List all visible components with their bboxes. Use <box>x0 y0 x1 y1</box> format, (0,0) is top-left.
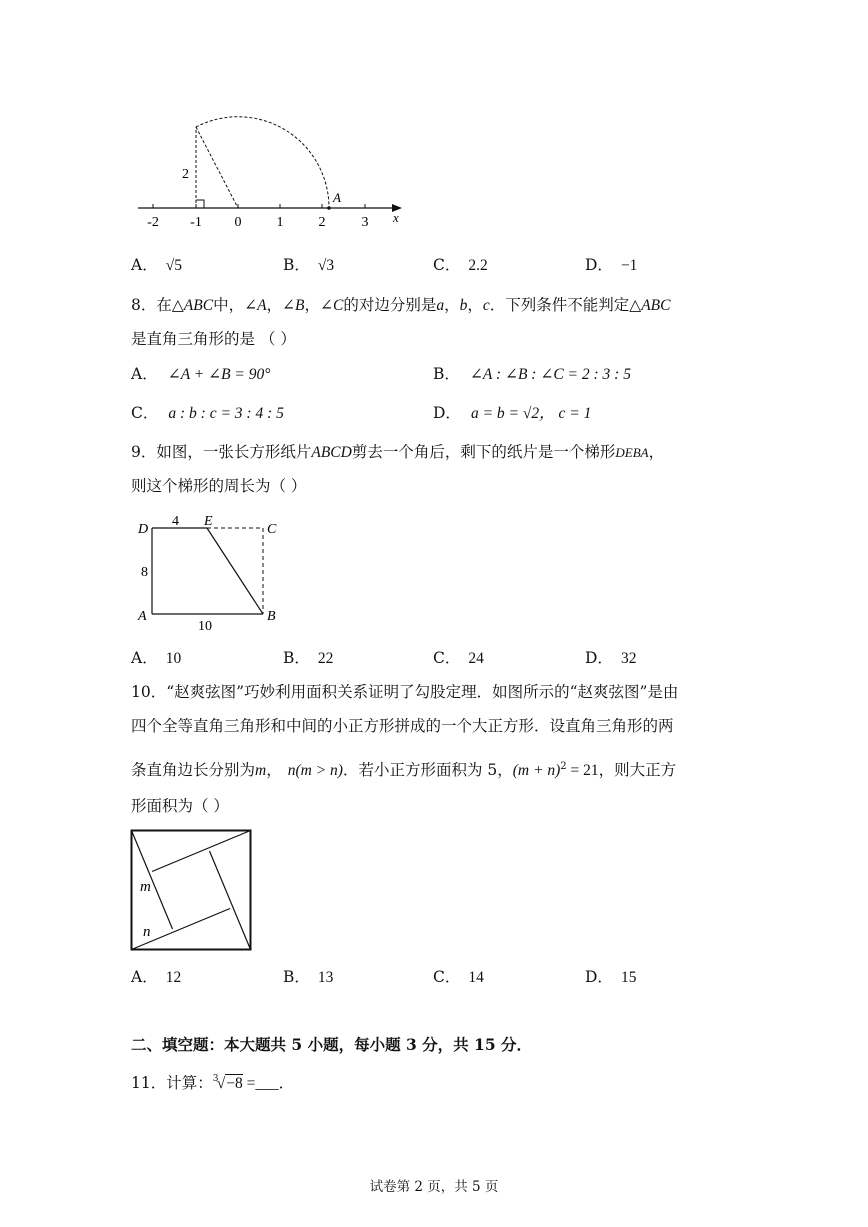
text: m <box>255 762 267 780</box>
q10-stem-line-1: 10．“赵爽弦图”巧妙利用面积关系证明了勾股定理．如图所示的“赵爽弦图”是由 <box>131 683 679 701</box>
option-text: 24 <box>468 650 484 667</box>
triangle-edge <box>132 831 173 930</box>
q8-option-a <box>131 363 270 386</box>
option-letter: C． <box>433 649 461 667</box>
text: 9．如图，一张长方形纸片 <box>131 443 312 461</box>
q10-option-a <box>131 966 181 989</box>
text: ， <box>648 443 665 461</box>
text: a <box>436 297 445 314</box>
text: B <box>295 297 305 314</box>
option-text: √3 <box>317 257 335 274</box>
text: b <box>459 297 468 314</box>
text: ABCD <box>311 444 352 461</box>
tick-label: 0 <box>234 215 242 230</box>
cube-root <box>213 1072 243 1095</box>
option-text: 22 <box>317 650 334 667</box>
page-footer: 试卷第 2 页，共 5 页 <box>369 1179 499 1195</box>
option-text: −1 <box>620 257 638 274</box>
text: ．若小正方形面积为 5， <box>342 761 513 780</box>
q10-stem-line-2: 四个全等直角三角形和中间的小正方形拼成的一个大正方形．设直角三角形的两 <box>131 717 674 735</box>
segment-eb <box>207 528 263 614</box>
number-line-figure <box>130 110 420 240</box>
text: ，则大正方 <box>598 761 677 780</box>
option-text: 15 <box>620 969 637 986</box>
option-letter: B． <box>283 649 310 667</box>
vertex-label-d: D <box>138 522 149 537</box>
length-label-de: 4 <box>172 514 179 529</box>
option-text: 13 <box>317 969 334 986</box>
answer-blank: =___． <box>242 1075 295 1092</box>
radicand: −8 <box>226 1075 243 1092</box>
option-text: a : b : c = 3 : 4 : 5 <box>168 405 284 422</box>
option-text: ∠A : ∠B : ∠C = 2 : 3 : 5 <box>469 366 631 383</box>
option-letter: C． <box>433 256 461 274</box>
tick-label: -1 <box>190 215 202 230</box>
q8-option-d <box>433 402 591 425</box>
triangle-edge <box>210 851 251 950</box>
q9-option-d <box>585 647 636 670</box>
option-text: √5 <box>165 257 182 274</box>
vertex-label-b: B <box>267 609 276 624</box>
point-label: A <box>333 190 341 205</box>
q10-stem-line-4: 形面积为（ ） <box>131 797 229 815</box>
height-label: 2 <box>182 167 189 182</box>
text: 中，∠ <box>213 296 258 314</box>
option-letter: C． <box>131 404 159 422</box>
q8-option-c <box>131 402 284 425</box>
axis-label: x <box>393 210 399 225</box>
option-letter: A． <box>131 649 158 667</box>
point-a <box>327 206 331 210</box>
text: ，∠ <box>266 296 296 314</box>
text: = 21 <box>566 762 599 780</box>
leg-label-n: n <box>143 924 151 940</box>
q9-stem-line-2: 则这个梯形的周长为（ ） <box>131 477 307 495</box>
option-letter: D． <box>433 404 461 422</box>
tick-label: 2 <box>318 215 326 230</box>
text: 条直角边长分别为 <box>131 761 256 780</box>
vertex-label-a: A <box>138 609 147 624</box>
triangle-edge <box>152 831 251 872</box>
vertex-label-e: E <box>204 514 213 529</box>
q7-option-d <box>585 254 637 277</box>
text: 8．在△ <box>131 296 184 314</box>
superscript: 2 <box>560 761 567 772</box>
q7-option-c <box>433 254 488 277</box>
option-letter: D． <box>585 968 613 986</box>
length-label-da: 8 <box>141 565 148 580</box>
q11-stem <box>131 1072 294 1095</box>
text: C <box>333 297 344 314</box>
text: n(m > n) <box>287 762 343 780</box>
section-heading: 二、填空题：本大题共 5 小题，每小题 3 分，共 15 分． <box>131 1035 533 1054</box>
text: ．下列条件不能判定△ <box>489 296 642 314</box>
q10-stem-line-3 <box>131 756 676 782</box>
option-letter: A． <box>131 365 158 383</box>
text: ABC <box>183 297 214 314</box>
q10-option-b <box>283 966 333 989</box>
option-text: ∠A + ∠B = 90° <box>167 366 271 383</box>
compass-arc <box>196 117 329 208</box>
q8-option-b <box>433 363 631 386</box>
q10-option-d <box>585 966 636 989</box>
text: (m + n) <box>512 762 561 780</box>
option-letter: B． <box>283 256 310 274</box>
trapezoid-figure <box>130 508 290 638</box>
text: ABC <box>641 297 671 314</box>
leg-label-m: m <box>140 879 151 895</box>
text: A <box>257 297 267 314</box>
q9-option-c <box>433 647 484 670</box>
option-letter: D． <box>585 649 613 667</box>
option-text: a = b = √2， c = 1 <box>470 405 592 422</box>
option-text: 14 <box>468 969 484 986</box>
root-index: 3 <box>212 1074 219 1084</box>
text: 的对边分别是 <box>343 296 437 314</box>
option-text: 32 <box>620 650 637 667</box>
option-letter: A． <box>131 968 158 986</box>
option-letter: C． <box>433 968 461 986</box>
tick-label: 1 <box>276 215 284 230</box>
text: ， <box>444 296 460 314</box>
tick-label: -2 <box>147 215 159 230</box>
text: DEBA <box>615 445 649 460</box>
zhao-shuang-figure <box>130 829 255 954</box>
option-text: 12 <box>165 969 182 986</box>
option-text: 2.2 <box>468 257 488 274</box>
q9-option-a <box>131 647 181 670</box>
q7-option-a <box>131 254 182 277</box>
text: 11．计算： <box>131 1074 213 1092</box>
q7-option-b <box>283 254 334 277</box>
option-letter: B． <box>283 968 310 986</box>
option-letter: B． <box>433 365 460 383</box>
q8-stem-line-2: 是直角三角形的是 （ ） <box>131 330 296 348</box>
vertex-label-c: C <box>267 522 277 537</box>
text: ， <box>266 761 282 780</box>
text: c <box>482 297 490 314</box>
text: ， <box>467 296 483 314</box>
option-letter: D． <box>585 256 613 274</box>
length-label-ab: 10 <box>198 619 212 634</box>
right-angle-mark <box>196 200 204 208</box>
option-text: 10 <box>165 650 182 667</box>
tick-label: 3 <box>361 215 369 230</box>
text: ，∠ <box>304 296 334 314</box>
hypotenuse-segment <box>196 127 238 208</box>
q8-stem-line-1 <box>131 294 671 317</box>
q9-stem-line-1 <box>131 441 664 464</box>
option-letter: A． <box>131 256 158 274</box>
q10-option-c <box>433 966 484 989</box>
radical-sign: √ <box>216 1075 226 1092</box>
text: 剪去一个角后，剩下的纸片是一个梯形 <box>351 443 616 461</box>
q9-option-b <box>283 647 333 670</box>
